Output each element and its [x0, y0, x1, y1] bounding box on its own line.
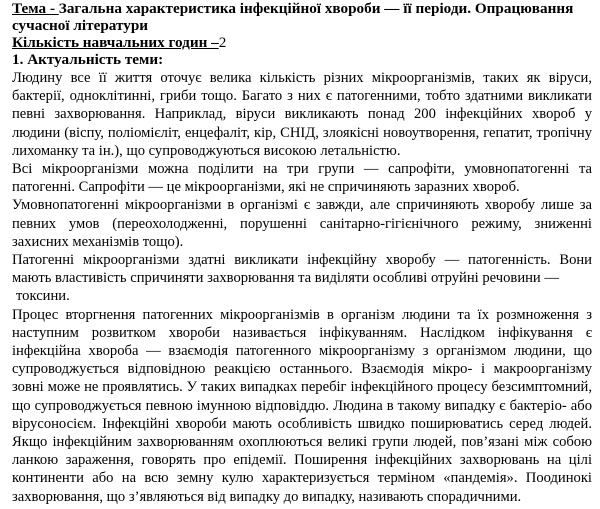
hours-value: 2 — [218, 34, 227, 51]
topic-separator: - — [49, 0, 59, 17]
topic-text: Загальна характеристика інфекційної хвороби — її періоди. Опрацювання сучасної літератури — [12, 0, 574, 34]
topic-label: Тема — [12, 0, 50, 17]
paragraph-toxins: токсини. — [16, 288, 70, 305]
topic-title — [12, 0, 592, 34]
paragraph-groups: Всі мікроорганізми можна поділити на три групи — сапрофіти, умовнопатогенні та патогенні. Сапрофіти — це мікроорганізми, які не спричиняють заразних хвороб. — [12, 161, 592, 196]
paragraph-infection-process: Процес вторгнення патогенних мікроорганізмів в організм людини та їх розмноження з наступним розвитком хвороби називається інфікуванням. Наслідком інфікування є інфекційна хвороба — взаємодія патогенного мікроорганізму з організмом людини, що супроводжується відповідною реакцією останнього. Взаємодія мікро- і макроорганізму зовні може не проявлятись. У таких випадках перебіг інфекційного процесу безсимптомний, що супроводжується певною імунною відповіддю. Людина в такому випадку є бактеріо- або вірусоносієм. Інфекційні хвороби мають особливість швидко поширюватись серед людей. Якщо інфекційним захворюванням охоплюються великі групи людей, пов’язані між собою ланкою зараження, говорять про епідемії. Поширення інфекційних захворювань на цілі континенти або на всю земну кулю характеризується терміном «пандемія». Поодинокі захворювання, що з’являються від випадку до випадку, називають спорадичними. — [12, 306, 592, 505]
section-heading: 1. Актуальність теми: — [12, 51, 164, 68]
study-hours — [12, 34, 592, 51]
paragraph-conditional-pathogens: Умовнопатогенні мікроорганізми в організмі є завжди, але спричиняють хворобу лише за певних умов (переохолодженні, порушенні санітарно-гігієнічного режиму, зниженні захисних механізмів тощо). — [12, 197, 592, 250]
paragraph-pathogens: Патогенні мікроорганізми здатні викликати інфекційну хворобу — патогенність. Вони мають властивість спричиняти захворювання та виділяти особливі отруйні речовини — — [12, 252, 592, 287]
paragraph-intro: Людину все її життя оточує велика кількість різних мікроорганізмів, таких як віруси, бактерії, одноклітинні, гриби тощо. Багато з них є патогенними, тобто здатними викликати певні захворювання. Наприклад, віруси викликають понад 200 інфекційних хвороб у людини (віспу, поліомієліт, енцефаліт, кір, СНІД, злоякісні новоутворення, гепатит, тропічну лихоманку та ін.), що супроводжуються високою летальністю. — [12, 70, 592, 159]
hours-label: Кількість навчальних годин – — [12, 34, 219, 51]
